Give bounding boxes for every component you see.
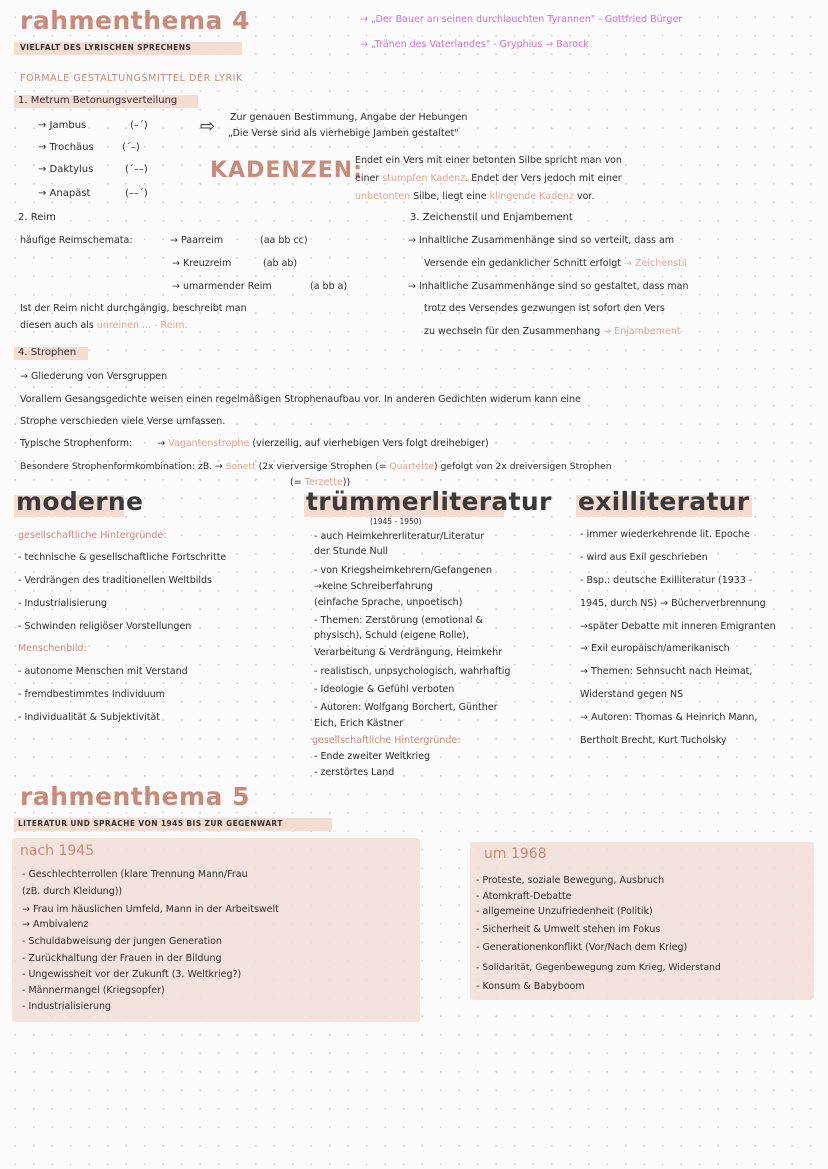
truemmer-line: (einfache Sprache, unpoetisch) <box>314 597 463 608</box>
reim-name: → umarmender Reim <box>172 281 272 292</box>
zeilenstil-line-1: → Inhaltliche Zusammenhänge sind so verteilt, dass am <box>408 235 675 246</box>
exil-line: 1945, durch NS) → Bücherverbrennung <box>580 598 766 609</box>
after1945-line: - Zurückhaltung der Frauen in der Bildung <box>22 953 222 964</box>
moderne-item: - Industrialisierung <box>18 598 108 609</box>
reim-scheme: (a bb a) <box>310 281 348 292</box>
exil-line: → Exil europäisch/amerikanisch <box>580 643 730 654</box>
truemmer-line: - realistisch, unpsychologisch, wahrhaftig <box>314 666 511 677</box>
page-title: rahmenthema 4 <box>20 6 251 35</box>
truemmer-line: →keine Schreiberfahrung <box>314 581 433 592</box>
moderne-item: - Individualität & Subjektivität <box>18 712 161 723</box>
reim-scheme: (aa bb cc) <box>260 235 308 246</box>
page-subtitle: VIELFALT DES LYRISCHEN SPRECHENS <box>20 43 192 52</box>
truemmer-label: gesellschaftliche Hintergründe: <box>312 735 461 746</box>
strophen-line-3: Strophe verschieden viele Verse umfassen. <box>20 416 226 427</box>
truemmer-line: - Autoren: Wolfgang Borchert, Günther <box>314 702 498 713</box>
truemmer-line: - Ideologie & Gefühl verboten <box>314 684 455 695</box>
kadenzen-line-2: einer stumpfen Kadenz. Endet der Vers jedoch mit einer <box>355 173 622 184</box>
exil-line: → Themen: Sehnsucht nach Heimat, <box>580 666 753 677</box>
reference-gryphius: → „Tränen des Vaterlandes" - Gryphius → Barock <box>360 39 589 50</box>
exil-title: exilliteratur <box>578 487 750 516</box>
foot-pattern: (–´) <box>130 120 148 131</box>
strophen-line-4: Typische Strophenform: → Vagantenstrophe (vierzeilig, auf vierhebigen Vers folgt dreihebiger) <box>20 438 489 449</box>
foot-pattern: (––´) <box>125 188 148 199</box>
truemmer-line: - Themen: Zerstörung (emotional & <box>314 615 483 626</box>
reim-name: → Kreuzreim <box>172 258 232 269</box>
metrum-note-1: Zur genauen Bestimmung, Angabe der Hebungen <box>230 112 468 123</box>
around1968-line: - Atomkraft-Debatte <box>476 891 572 902</box>
moderne-item: - Schwinden religiöser Vorstellungen <box>18 621 192 632</box>
exil-line: → Autoren: Thomas & Heinrich Mann, <box>580 712 758 723</box>
exil-line: Bertholt Brecht, Kurt Tucholsky <box>580 735 727 746</box>
strophen-line-2: Vorallem Gesangsgedichte weisen einen regelmäßigen Strophenaufbau vor. In anderen Gedichten widerum kann eine <box>20 394 581 405</box>
foot-pattern: (´–) <box>122 142 140 153</box>
truemmer-line: - von Kriegsheimkehrern/Gefangenen <box>314 565 492 576</box>
strophen-line-6: (= Terzette)) <box>290 477 351 488</box>
after1945-line: - Geschlechterrollen (klare Trennung Mann/Frau <box>22 869 248 880</box>
after1945-line: → Frau im häuslichen Umfeld, Mann in der Arbeitswelt <box>22 904 279 915</box>
metrum-heading: 1. Metrum Betonungsverteilung <box>18 95 178 106</box>
reim-name: → Paarreim <box>170 235 224 246</box>
moderne-title: moderne <box>16 487 144 516</box>
foot-name: → Trochäus <box>38 142 94 153</box>
exil-line: Widerstand gegen NS <box>580 689 684 700</box>
zeilenstil-line-2: Versende ein gedanklicher Schnitt erfolgt → Zeichenstil <box>424 258 688 269</box>
double-arrow-icon: ⇨ <box>200 116 216 137</box>
unrein-line-2: diesen auch als unreinen ... - Reim. <box>20 320 188 331</box>
reimschemata-label: häufige Reimschemata: <box>20 235 133 246</box>
after1945-line: - Ungewissheit vor der Zukunft (3. Weltkrieg?) <box>22 969 242 980</box>
foot-name: → Jambus <box>38 120 87 131</box>
moderne-item: - Verdrängen des traditionellen Weltbilds <box>18 575 212 586</box>
after1945-line: → Ambivalenz <box>22 919 89 930</box>
around1968-line: - Solidarität, Gegenbewegung zum Krieg, Widerstand <box>476 962 721 973</box>
foot-name: → Anapäst <box>38 188 91 199</box>
foot-pattern: (´––) <box>125 164 148 175</box>
strophen-heading: 4. Strophen <box>18 347 77 358</box>
reim-scheme: (ab ab) <box>263 258 298 269</box>
rt5-subtitle: LITERATUR UND SPRACHE VON 1945 BIS ZUR GEGENWART <box>18 819 283 828</box>
after1945-label: nach 1945 <box>20 843 95 859</box>
after1945-line: (zB. durch Kleidung)) <box>22 886 123 897</box>
truemmer-item: - zerstörtes Land <box>314 767 395 778</box>
metrum-note-2: „Die Verse sind als vierhebige Jamben gestaltet" <box>228 128 459 139</box>
truemmer-line: Eich, Erich Kästner <box>314 718 404 729</box>
exil-line: - immer wiederkehrende lit. Epoche <box>580 529 750 540</box>
exil-line: - Bsp.: deutsche Exilliteratur (1933 - <box>580 575 753 586</box>
moderne-label-2: Menschenbild: <box>18 643 87 654</box>
moderne-item: - technische & gesellschaftliche Fortschritte <box>18 552 227 563</box>
zeilenstil-line-5: zu wechseln für den Zusammenhang → Enjambement <box>424 326 681 337</box>
truemmer-line: der Stunde Null <box>314 546 388 557</box>
unrein-line-1: Ist der Reim nicht durchgängig, beschreibt man <box>20 303 247 314</box>
around1968-label: um 1968 <box>484 846 547 862</box>
reference-buerger: → „Der Bauer an seinen durchlauchten Tyrannen" - Gottfried Bürger <box>360 14 683 25</box>
foot-name: → Daktylus <box>38 164 94 175</box>
truemmer-line: physisch), Schuld (eigene Rolle), <box>314 630 469 641</box>
moderne-item: - fremdbestimmtes Individuum <box>18 689 165 700</box>
around1968-line: - Proteste, soziale Bewegung, Ausbruch <box>476 875 665 886</box>
reim-heading: 2. Reim <box>18 212 56 223</box>
truemmer-title: trümmerliteratur <box>306 487 552 516</box>
after1945-line: - Männermangel (Kriegsopfer) <box>22 985 165 996</box>
around1968-box <box>470 842 814 1000</box>
exil-line: →später Debatte mit inneren Emigranten <box>580 621 776 632</box>
around1968-line: - Generationenkonflikt (Vor/Nach dem Krieg) <box>476 942 688 953</box>
strophen-line-5: Besondere Strophenformkombination: zB. → Sonett (2x vierversige Strophen (= Quartette) gefolgt von 2x dreiversigen Strophen <box>20 461 612 472</box>
zeilenstil-line-3: → Inhaltliche Zusammenhänge sind so gestaltet, dass man <box>408 281 689 292</box>
truemmer-line: - auch Heimkehrerliteratur/Literatur <box>314 531 485 542</box>
truemmer-years: (1945 - 1950) <box>370 517 422 526</box>
around1968-line: - Sicherheit & Umwelt stehen im Fokus <box>476 924 661 935</box>
exil-line: - wird aus Exil geschrieben <box>580 552 708 563</box>
formal-heading: FORMALE GESTALTUNGSMITTEL DER LYRIK <box>20 73 243 84</box>
around1968-line: - allgemeine Unzufriedenheit (Politik) <box>476 906 653 917</box>
kadenzen-title: KADENZEN: <box>210 158 363 183</box>
kadenzen-line-1: Endet ein Vers mit einer betonten Silbe spricht man von <box>355 155 622 166</box>
zeilenstil-line-4: trotz des Versendes gezwungen ist sofort den Vers <box>424 303 665 314</box>
after1945-line: - Schuldabweisung der jungen Generation <box>22 936 222 947</box>
truemmer-item: - Ende zweiter Weltkrieg <box>314 751 431 762</box>
around1968-line: - Konsum & Babyboom <box>476 981 585 992</box>
kadenzen-line-3: unbetonten Silbe, liegt eine klingende Kadenz vor. <box>355 191 595 202</box>
truemmer-line: Verarbeitung & Verdrängung, Heimkehr <box>314 647 503 658</box>
zeilenstil-heading: 3. Zeichenstil und Enjambement <box>410 212 573 223</box>
strophen-line-1: → Gliederung von Versgruppen <box>20 371 168 382</box>
rt5-title: rahmenthema 5 <box>20 782 251 811</box>
moderne-label-1: gesellschaftliche Hintergründe: <box>18 530 167 541</box>
after1945-line: - Industrialisierung <box>22 1001 112 1012</box>
moderne-item: - autonome Menschen mit Verstand <box>18 666 188 677</box>
